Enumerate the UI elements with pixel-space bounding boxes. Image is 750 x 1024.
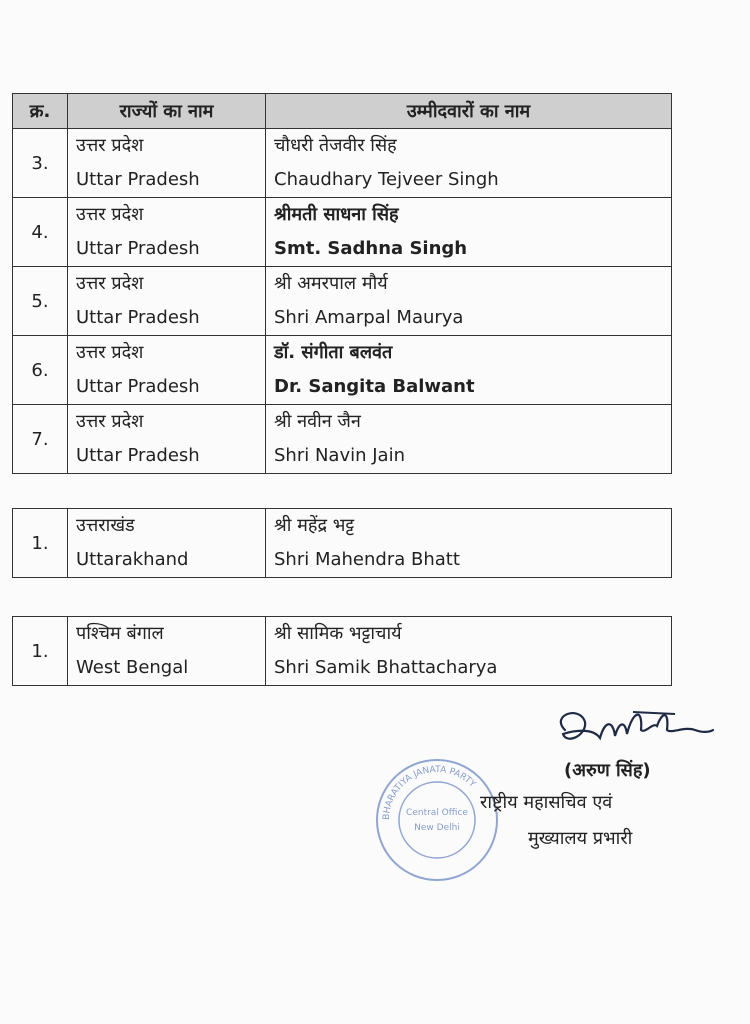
state-cell <box>68 405 266 474</box>
candidate-cell <box>266 405 672 474</box>
candidate-english: Shri Amarpal Maurya <box>274 307 464 328</box>
state-hindi: उत्तराखंड <box>76 515 135 536</box>
table-row <box>13 198 672 267</box>
candidate-hindi: श्रीमती साधना सिंह <box>274 204 399 225</box>
table-row <box>13 129 672 198</box>
table-row <box>13 509 672 578</box>
state-cell <box>68 198 266 267</box>
row-serial: 1. <box>13 509 68 578</box>
state-hindi: उत्तर प्रदेश <box>76 204 144 225</box>
table-row <box>13 336 672 405</box>
candidate-cell <box>266 267 672 336</box>
table-row <box>13 617 672 686</box>
state-cell <box>68 336 266 405</box>
table-header-row <box>13 94 672 129</box>
state-english: Uttar Pradesh <box>76 307 200 328</box>
candidate-hindi: श्री अमरपाल मौर्य <box>274 273 388 294</box>
candidate-cell <box>266 509 672 578</box>
header-serial: क्र. <box>13 94 68 129</box>
candidate-english: Smt. Sadhna Singh <box>274 238 468 259</box>
header-state: राज्यों का नाम <box>68 94 266 129</box>
stamp-center-text-1: Central Office <box>406 808 468 818</box>
party-office-stamp <box>372 755 502 885</box>
state-english: Uttar Pradesh <box>76 169 200 190</box>
row-serial: 4. <box>13 198 68 267</box>
state-cell <box>68 267 266 336</box>
table-row <box>13 405 672 474</box>
state-cell <box>68 617 266 686</box>
row-serial: 1. <box>13 617 68 686</box>
candidate-english: Chaudhary Tejveer Singh <box>274 169 499 190</box>
state-cell <box>68 509 266 578</box>
candidate-english: Shri Samik Bhattacharya <box>274 657 498 678</box>
candidates-table-uttarakhand <box>12 508 672 578</box>
candidate-hindi: डॉ. संगीता बलवंत <box>274 342 393 363</box>
signatory-name: (अरुण सिंह) <box>564 760 651 781</box>
row-serial: 7. <box>13 405 68 474</box>
header-candidate: उम्मीदवारों का नाम <box>266 94 672 129</box>
state-english: West Bengal <box>76 657 189 678</box>
candidate-hindi: श्री नवीन जैन <box>274 411 361 432</box>
candidates-table-west-bengal <box>12 616 672 686</box>
state-hindi: पश्चिम बंगाल <box>76 623 164 644</box>
state-hindi: उत्तर प्रदेश <box>76 342 144 363</box>
candidate-cell <box>266 336 672 405</box>
candidate-english: Dr. Sangita Balwant <box>274 376 475 397</box>
candidates-table-up <box>12 93 672 474</box>
candidate-hindi: चौधरी तेजवीर सिंह <box>274 135 397 156</box>
stamp-ring-text: BHARATIYA JANATA PARTY <box>381 764 478 821</box>
signatory-designation-1: राष्ट्रीय महासचिव एवं <box>480 792 613 813</box>
table-row <box>13 267 672 336</box>
candidate-cell <box>266 617 672 686</box>
state-english: Uttar Pradesh <box>76 376 200 397</box>
handwritten-signature <box>545 700 715 760</box>
candidate-english: Shri Navin Jain <box>274 445 405 466</box>
candidate-cell <box>266 198 672 267</box>
row-serial: 6. <box>13 336 68 405</box>
state-cell <box>68 129 266 198</box>
candidate-hindi: श्री सामिक भट्टाचार्य <box>274 623 402 644</box>
candidate-cell <box>266 129 672 198</box>
candidate-hindi: श्री महेंद्र भट्ट <box>274 515 355 536</box>
state-english: Uttar Pradesh <box>76 238 200 259</box>
candidate-english: Shri Mahendra Bhatt <box>274 549 460 570</box>
state-english: Uttar Pradesh <box>76 445 200 466</box>
row-serial: 3. <box>13 129 68 198</box>
stamp-center-text-2: New Delhi <box>414 823 460 833</box>
state-hindi: उत्तर प्रदेश <box>76 273 144 294</box>
signatory-designation-2: मुख्यालय प्रभारी <box>528 828 633 849</box>
state-hindi: उत्तर प्रदेश <box>76 135 144 156</box>
row-serial: 5. <box>13 267 68 336</box>
state-hindi: उत्तर प्रदेश <box>76 411 144 432</box>
state-english: Uttarakhand <box>76 549 189 570</box>
